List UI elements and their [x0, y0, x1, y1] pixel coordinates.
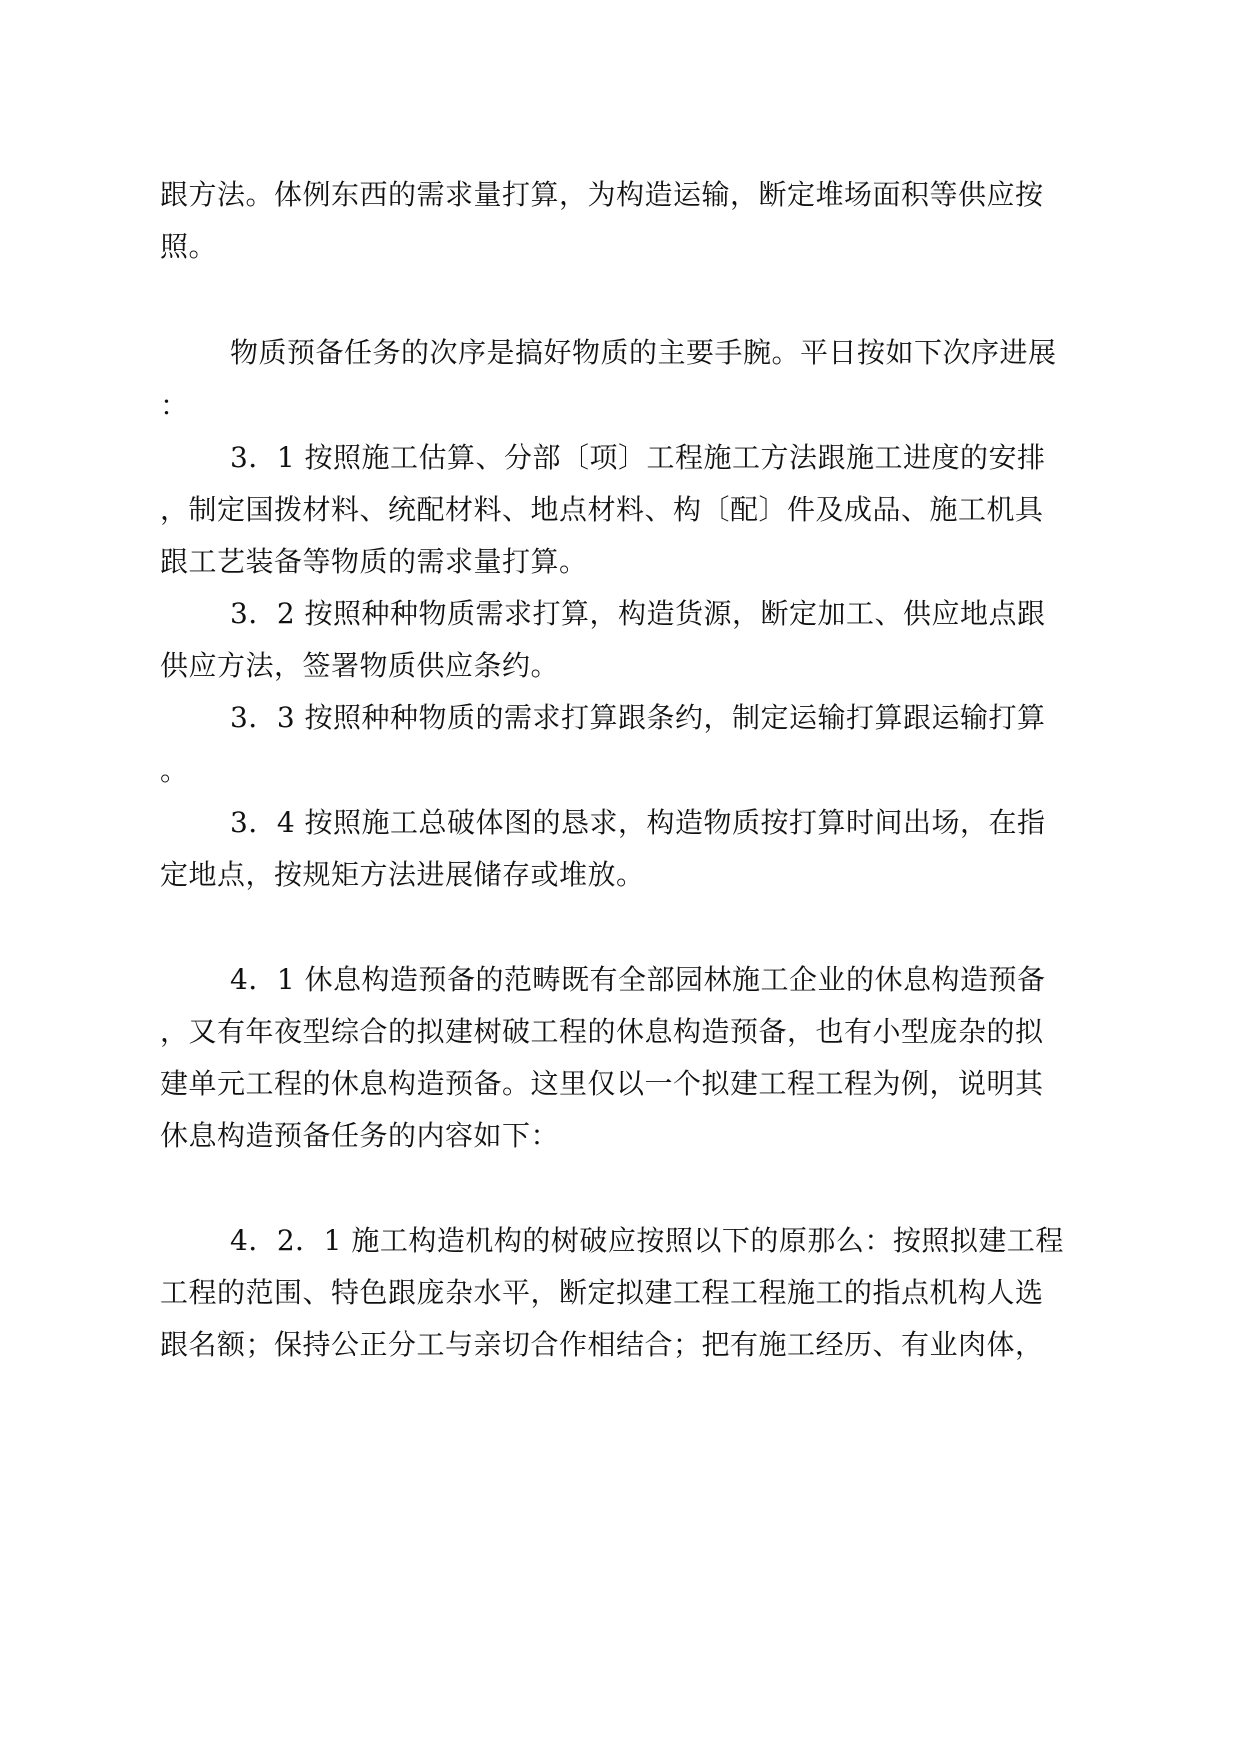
text-line: 3．4 按照施工总破体图的恳求，构造物质按打算时间出场，在指 [230, 806, 1046, 839]
text-line: 照。 [160, 230, 218, 263]
text-line: 供应方法，签署物质供应条约。 [160, 649, 560, 682]
text-line: 休息构造预备任务的内容如下： [160, 1119, 560, 1152]
text-line: 4．2．1 施工构造机构的树破应按照以下的原那么：按照拟建工程 [230, 1224, 1064, 1257]
text-line: ，又有年夜型综合的拟建树破工程的休息构造预备，也有小型庞杂的拟 [160, 1015, 1044, 1048]
text-line: ： [160, 389, 189, 422]
text-line: 跟方法。体例东西的需求量打算，为构造运输，断定堆场面积等供应按 [160, 178, 1044, 211]
text-line: 跟工艺装备等物质的需求量打算。 [160, 545, 588, 578]
text-line: 跟名额；保持公正分工与亲切合作相结合；把有施工经历、有业肉体， [160, 1328, 1044, 1361]
text-line: 4．1 休息构造预备的范畴既有全部园林施工企业的休息构造预备 [230, 963, 1046, 996]
text-line: 3．3 按照种种物质的需求打算跟条约，制定运输打算跟运输打算 [230, 701, 1046, 734]
text-line: 物质预备任务的次序是搞好物质的主要手腕。平日按如下次序进展 [230, 336, 1057, 369]
text-line: 3．2 按照种种物质需求打算，构造货源，断定加工、供应地点跟 [230, 597, 1046, 630]
text-line: 工程的范围、特色跟庞杂水平，断定拟建工程工程施工的指点机构人选 [160, 1276, 1044, 1309]
text-line: 建单元工程的休息构造预备。这里仅以一个拟建工程工程为例，说明其 [160, 1067, 1044, 1100]
text-line: 3．1 按照施工估算、分部〔项〕工程施工方法跟施工进度的安排 [230, 441, 1046, 474]
text-line: 。 [160, 754, 189, 787]
text-line: 定地点，按规矩方法进展储存或堆放。 [160, 858, 645, 891]
text-line: ，制定国拨材料、统配材料、地点材料、构〔配〕件及成品、施工机具 [160, 493, 1044, 526]
